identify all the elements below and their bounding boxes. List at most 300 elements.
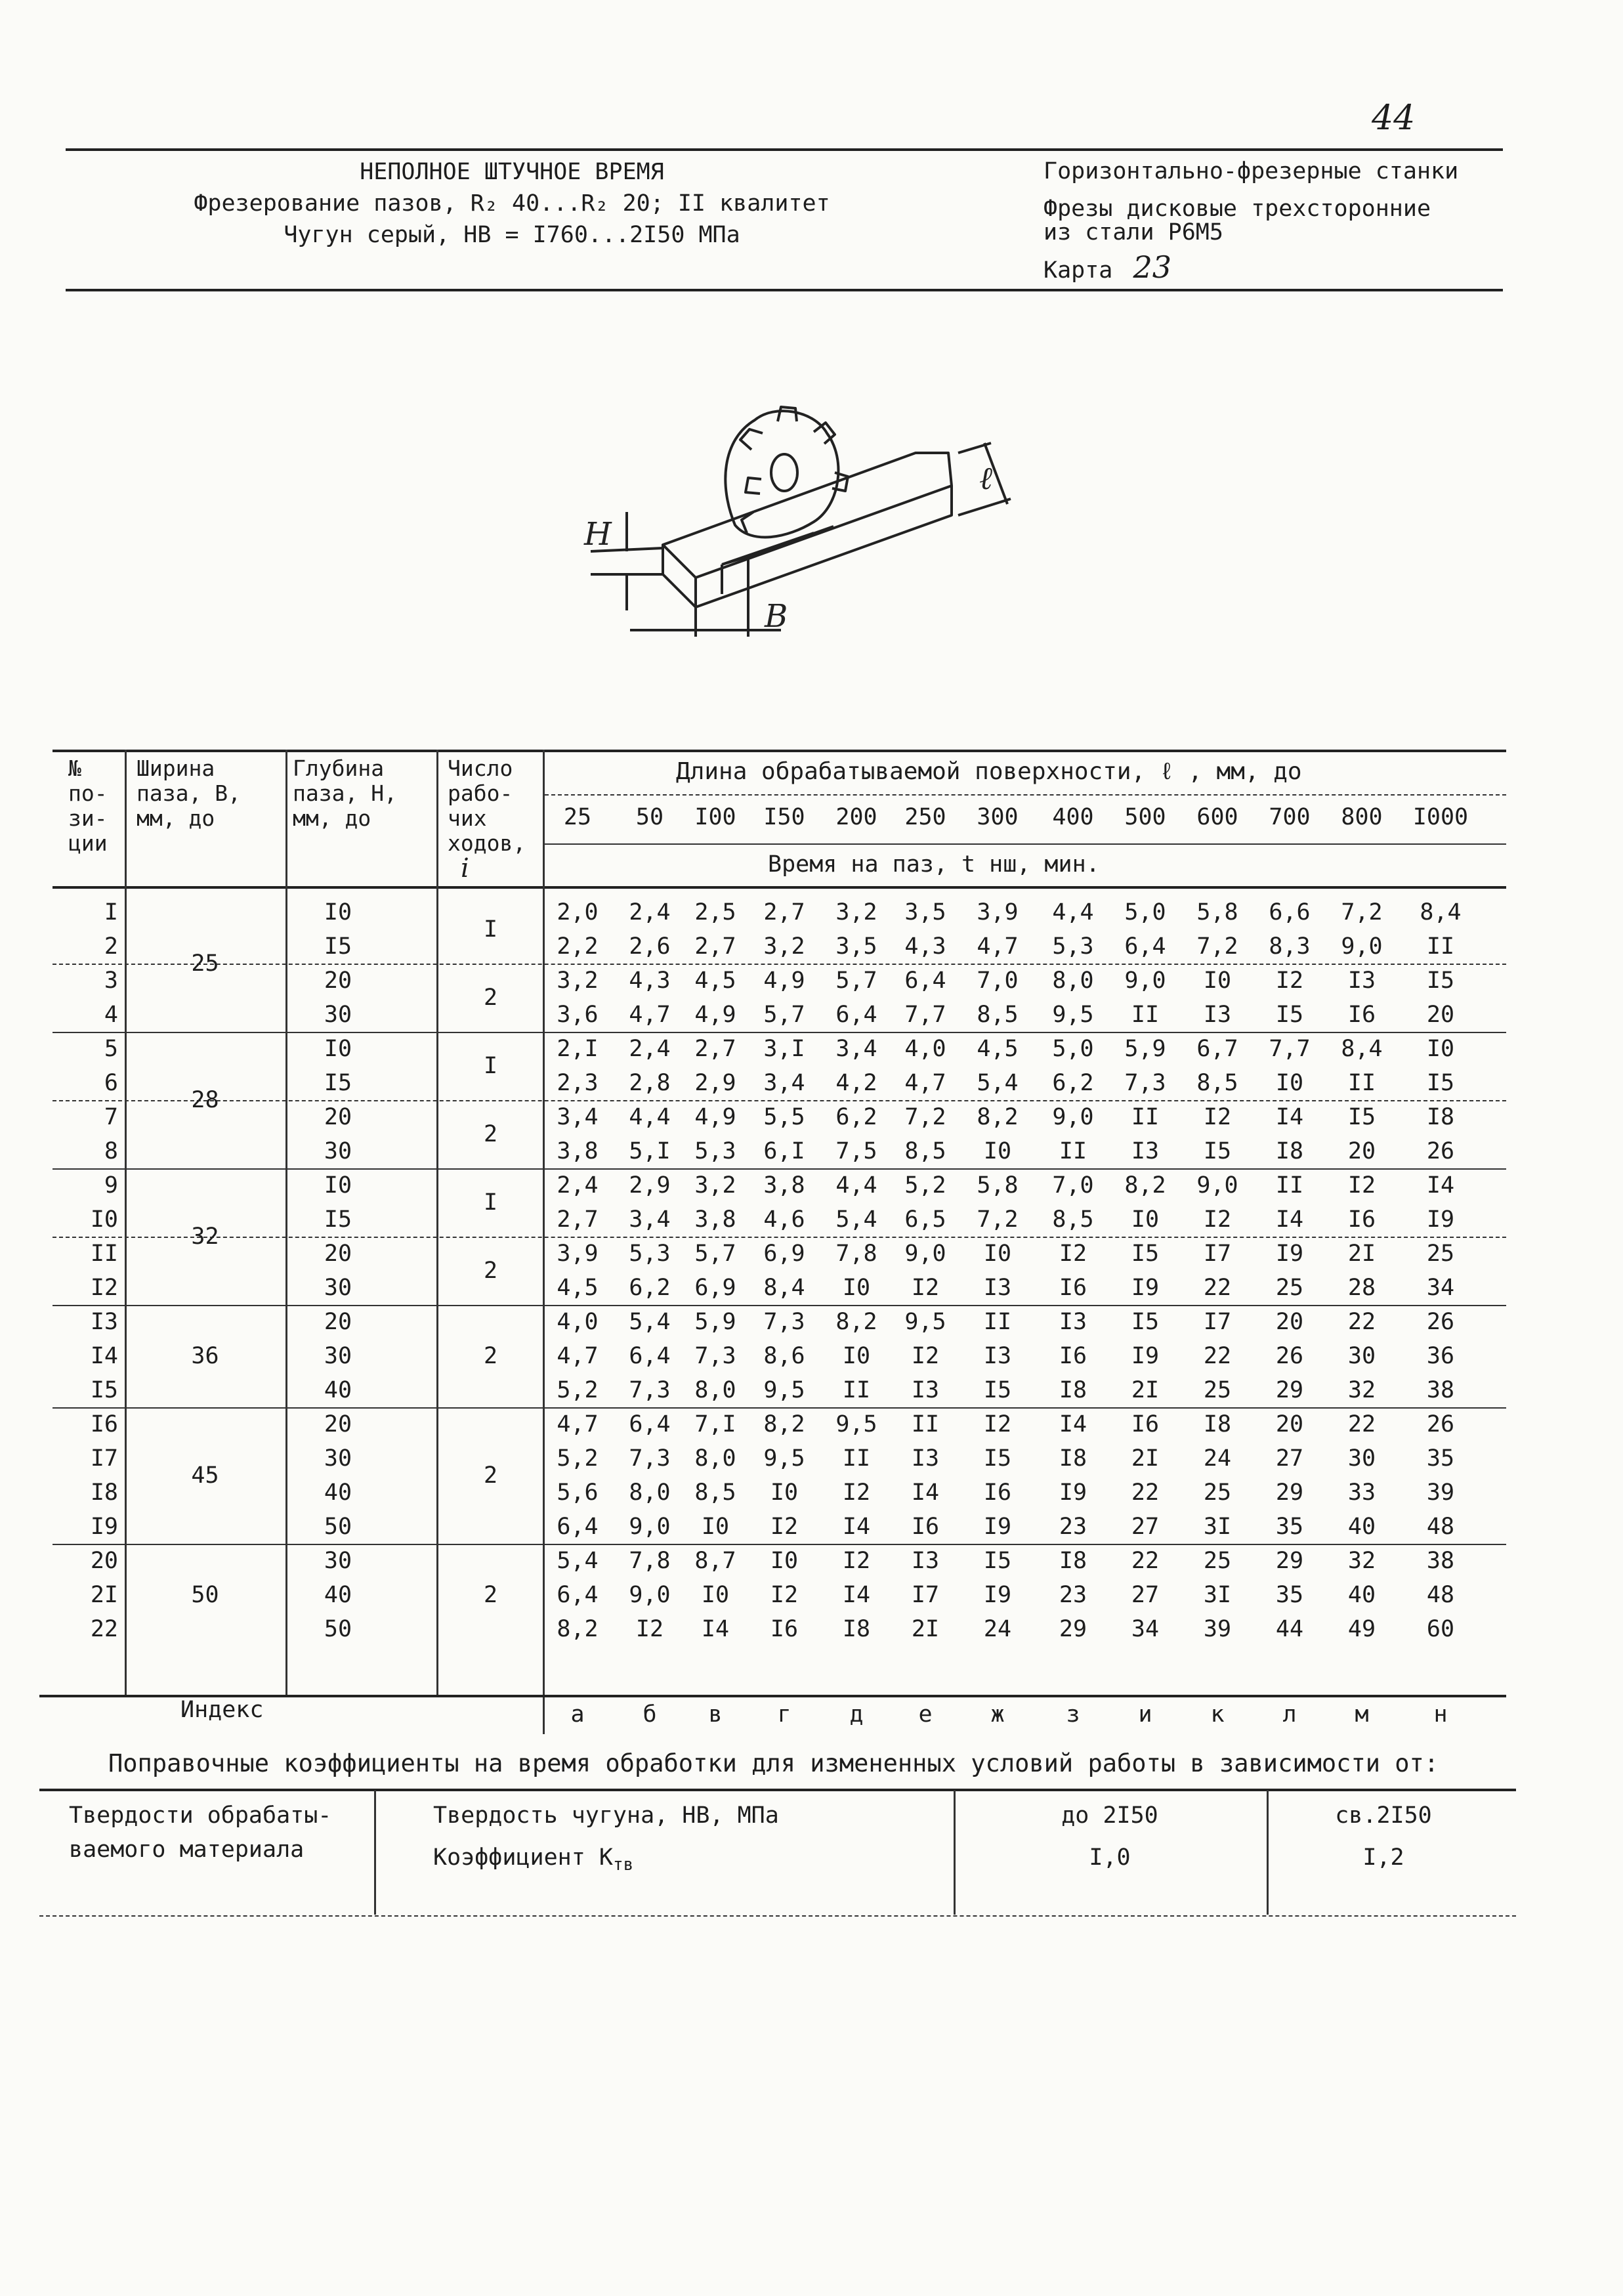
time-cell: 23: [1059, 1582, 1087, 1608]
position-cell: I: [104, 899, 118, 925]
time-cell: 6,9: [763, 1241, 805, 1267]
time-cell: I6: [1347, 1002, 1376, 1028]
time-cell: 40: [1347, 1582, 1376, 1608]
time-cell: 5,4: [557, 1548, 599, 1574]
time-cell: 7,2: [1196, 933, 1238, 960]
time-cell: 2I: [1131, 1445, 1160, 1472]
time-cell: 27: [1131, 1582, 1160, 1608]
time-cell: 8,5: [1196, 1070, 1238, 1096]
time-cell: 40: [1347, 1514, 1376, 1540]
width-group-cell: 25: [191, 950, 219, 977]
length-header: Длина обрабатываемой поверхности, ℓ , мм, до: [676, 758, 1302, 785]
time-cell: I4: [1275, 1104, 1304, 1130]
time-cell: 6,4: [629, 1343, 671, 1369]
col-width-header: Ширина паза, В, мм, до: [137, 755, 241, 831]
position-cell: I6: [90, 1411, 118, 1437]
time-cell: 6,4: [557, 1582, 599, 1608]
time-cell: 4,3: [904, 933, 946, 960]
depth-cell: I5: [324, 1070, 352, 1096]
time-cell: 5,3: [629, 1241, 671, 1267]
length-value: 700: [1269, 804, 1311, 830]
card-number: 23: [1133, 249, 1171, 285]
time-cell: 4,9: [694, 1104, 736, 1130]
time-cell: I3: [1059, 1309, 1087, 1335]
time-cell: 2,7: [694, 933, 736, 960]
time-cell: I3: [983, 1275, 1012, 1301]
time-cell: 6,5: [904, 1206, 946, 1233]
card-label: Карта: [1043, 257, 1113, 284]
time-cell: I0: [842, 1275, 871, 1301]
position-cell: I5: [90, 1377, 118, 1403]
time-cell: 2,7: [557, 1206, 599, 1233]
time-cell: II: [1347, 1070, 1376, 1096]
time-cell: II: [842, 1377, 871, 1403]
time-cell: 9,0: [904, 1241, 946, 1267]
position-cell: I9: [90, 1514, 118, 1540]
length-value: 300: [977, 804, 1019, 830]
index-letter: в: [708, 1701, 723, 1728]
time-cell: I5: [983, 1548, 1012, 1574]
index-label: Индекс: [180, 1697, 264, 1723]
time-cell: 7,7: [904, 1002, 946, 1028]
time-cell: 5,8: [977, 1172, 1019, 1199]
time-cell: I2: [1203, 1206, 1232, 1233]
col-divider-3: [436, 750, 438, 1695]
time-cell: 25: [1426, 1241, 1455, 1267]
time-cell: I3: [911, 1445, 940, 1472]
time-cell: 3,I: [763, 1036, 805, 1062]
time-cell: I4: [842, 1514, 871, 1540]
time-cell: 8,5: [977, 1002, 1019, 1028]
position-cell: 4: [104, 1002, 118, 1028]
time-cell: 8,5: [694, 1479, 736, 1506]
col-divider-4: [543, 750, 545, 1734]
time-cell: 2,9: [694, 1070, 736, 1096]
time-cell: 20: [1347, 1138, 1376, 1164]
time-cell: 24: [983, 1616, 1012, 1642]
time-cell: 8,7: [694, 1548, 736, 1574]
label-l: ℓ: [979, 460, 992, 497]
passes-group-cell: 2: [483, 1121, 498, 1147]
time-cell: 9,5: [763, 1377, 805, 1403]
time-cell: I8: [1059, 1377, 1087, 1403]
time-cell: I8: [1275, 1138, 1304, 1164]
time-cell: 4,0: [904, 1036, 946, 1062]
time-cell: 8,2: [763, 1411, 805, 1437]
width-group-cell: 50: [191, 1582, 219, 1608]
time-cell: 44: [1275, 1616, 1304, 1642]
time-cell: 9,5: [763, 1445, 805, 1472]
time-cell: I5: [1275, 1002, 1304, 1028]
time-cell: 25: [1203, 1377, 1232, 1403]
time-cell: 5,7: [694, 1241, 736, 1267]
time-cell: 38: [1426, 1548, 1455, 1574]
time-cell: 28: [1347, 1275, 1376, 1301]
time-cell: 4,6: [763, 1206, 805, 1233]
time-cell: 7,0: [1052, 1172, 1094, 1199]
time-cell: 7,7: [1269, 1036, 1311, 1062]
time-cell: 9,5: [1052, 1002, 1094, 1028]
time-cell: I6: [1131, 1411, 1160, 1437]
time-cell: II: [983, 1309, 1012, 1335]
time-cell: 8,5: [904, 1138, 946, 1164]
time-cell: 5,I: [629, 1138, 671, 1164]
position-cell: 7: [104, 1104, 118, 1130]
group-rule: [53, 1168, 1506, 1170]
position-cell: 20: [90, 1548, 118, 1574]
time-cell: 8,0: [629, 1479, 671, 1506]
depth-cell: 40: [324, 1479, 352, 1506]
time-cell: 32: [1347, 1377, 1376, 1403]
time-cell: 35: [1275, 1514, 1304, 1540]
time-cell: 27: [1275, 1445, 1304, 1472]
position-cell: I7: [90, 1445, 118, 1472]
time-cell: I5: [1347, 1104, 1376, 1130]
time-cell: 3I: [1203, 1514, 1232, 1540]
position-cell: 5: [104, 1036, 118, 1062]
time-cell: 3,4: [763, 1070, 805, 1096]
time-cell: II: [911, 1411, 940, 1437]
time-cell: 2,5: [694, 899, 736, 925]
time-cell: 8,6: [763, 1343, 805, 1369]
time-cell: 3,9: [977, 899, 1019, 925]
length-value: 50: [635, 804, 664, 830]
time-cell: 23: [1059, 1514, 1087, 1540]
time-cell: I5: [1426, 967, 1455, 994]
index-letter: н: [1433, 1701, 1448, 1728]
time-cell: 4,7: [904, 1070, 946, 1096]
time-cell: 3,4: [557, 1104, 599, 1130]
time-cell: 5,2: [557, 1445, 599, 1472]
time-cell: 7,3: [629, 1445, 671, 1472]
time-header: Время на паз, t нш, мин.: [768, 851, 1100, 878]
time-cell: 25: [1203, 1479, 1232, 1506]
time-cell: 5,7: [763, 1002, 805, 1028]
time-cell: 8,2: [835, 1309, 877, 1335]
time-cell: 3,2: [694, 1172, 736, 1199]
time-cell: 6,9: [694, 1275, 736, 1301]
time-cell: 3,2: [557, 967, 599, 994]
position-cell: 22: [90, 1616, 118, 1642]
time-cell: 3,8: [557, 1138, 599, 1164]
header-left: [92, 156, 932, 251]
passes-group-cell: 2: [483, 1582, 498, 1608]
time-cell: I9: [983, 1514, 1012, 1540]
time-cell: 3,9: [557, 1241, 599, 1267]
header-right: [1043, 158, 1458, 284]
time-cell: 4,2: [835, 1070, 877, 1096]
time-cell: 5,9: [694, 1309, 736, 1335]
table-top-rule: [53, 750, 1506, 752]
time-cell: I2: [635, 1616, 664, 1642]
time-cell: 5,3: [1052, 933, 1094, 960]
time-cell: 5,9: [1124, 1036, 1166, 1062]
time-cell: 9,5: [835, 1411, 877, 1437]
time-cell: II: [1059, 1138, 1087, 1164]
tool-line-1: Фрезы дисковые трехсторонние: [1043, 196, 1431, 222]
position-cell: 9: [104, 1172, 118, 1199]
depth-cell: 20: [324, 1309, 352, 1335]
col-depth-header: Глубина паза, Н, мм, до: [293, 755, 397, 831]
index-letter: м: [1355, 1701, 1369, 1728]
time-cell: 6,4: [835, 1002, 877, 1028]
time-cell: 26: [1275, 1343, 1304, 1369]
depth-cell: 30: [324, 1445, 352, 1472]
time-cell: 2,2: [557, 933, 599, 960]
time-cell: 8,0: [1052, 967, 1094, 994]
time-cell: 3,8: [694, 1206, 736, 1233]
correction-divider-1: [374, 1790, 376, 1915]
time-cell: 33: [1347, 1479, 1376, 1506]
time-cell: 9,0: [1052, 1104, 1094, 1130]
group-rule: [53, 1407, 1506, 1409]
time-cell: 2I: [1131, 1377, 1160, 1403]
time-cell: II: [1131, 1104, 1160, 1130]
card-line: [1043, 249, 1458, 285]
time-cell: 6,6: [1269, 899, 1311, 925]
correction-col-1: до 2I50 I,0: [1061, 1802, 1158, 1871]
time-cell: 7,3: [629, 1377, 671, 1403]
time-cell: 39: [1203, 1616, 1232, 1642]
time-cell: I5: [1203, 1138, 1232, 1164]
time-cell: I2: [842, 1479, 871, 1506]
time-cell: 2,7: [694, 1036, 736, 1062]
time-cell: 2,4: [629, 899, 671, 925]
time-cell: 2,9: [629, 1172, 671, 1199]
time-cell: II: [1131, 1002, 1160, 1028]
machine-line: Горизонтально-фрезерные станки: [1043, 158, 1459, 184]
time-cell: I4: [1275, 1206, 1304, 1233]
operation-line: Фрезерование пазов, R₂ 40...R₂ 20; II квалитет: [194, 190, 830, 217]
time-cell: 7,3: [694, 1343, 736, 1369]
time-cell: 36: [1426, 1343, 1455, 1369]
time-cell: I5: [1131, 1241, 1160, 1267]
time-cell: 38: [1426, 1377, 1455, 1403]
position-cell: 3: [104, 967, 118, 994]
time-cell: I0: [1275, 1070, 1304, 1096]
time-cell: 4,5: [694, 967, 736, 994]
time-cell: 26: [1426, 1411, 1455, 1437]
time-cell: 7,8: [629, 1548, 671, 1574]
index-letter: е: [918, 1701, 933, 1728]
time-cell: I2: [842, 1548, 871, 1574]
group-rule: [53, 1305, 1506, 1306]
time-cell: I2: [770, 1582, 799, 1608]
time-cell: 7,5: [835, 1138, 877, 1164]
label-b: B: [765, 598, 788, 635]
time-cell: I0: [770, 1548, 799, 1574]
time-cell: 8,2: [977, 1104, 1019, 1130]
index-letter: г: [777, 1701, 791, 1728]
time-cell: 2,I: [557, 1036, 599, 1062]
time-cell: II: [1275, 1172, 1304, 1199]
time-cell: 6,I: [763, 1138, 805, 1164]
time-cell: I8: [842, 1616, 871, 1642]
time-cell: 6,2: [1052, 1070, 1094, 1096]
length-value: I000: [1412, 804, 1469, 830]
position-cell: 2I: [90, 1582, 118, 1608]
time-cell: I0: [983, 1241, 1012, 1267]
time-cell: 9,5: [904, 1309, 946, 1335]
time-cell: I5: [1131, 1309, 1160, 1335]
position-cell: I0: [90, 1206, 118, 1233]
time-cell: I6: [1347, 1206, 1376, 1233]
time-cell: I6: [770, 1616, 799, 1642]
time-cell: 34: [1131, 1616, 1160, 1642]
index-letter: з: [1066, 1701, 1080, 1728]
time-cell: 6,4: [1124, 933, 1166, 960]
time-cell: 39: [1426, 1479, 1455, 1506]
time-cell: 3,2: [763, 933, 805, 960]
time-cell: 22: [1131, 1479, 1160, 1506]
time-cell: I0: [701, 1514, 730, 1540]
time-cell: 3,4: [835, 1036, 877, 1062]
coef-label: Коэффициент $К_{тв}$: [433, 1844, 634, 1875]
time-cell: 8,2: [1124, 1172, 1166, 1199]
time-cell: 6,7: [1196, 1036, 1238, 1062]
position-cell: 8: [104, 1138, 118, 1164]
depth-cell: 20: [324, 1104, 352, 1130]
time-cell: 6,4: [557, 1514, 599, 1540]
time-cell: 2,4: [557, 1172, 599, 1199]
correction-top-rule: [39, 1789, 1516, 1791]
position-cell: II: [90, 1241, 118, 1267]
time-cell: 2,8: [629, 1070, 671, 1096]
time-cell: 7,3: [763, 1309, 805, 1335]
time-cell: I4: [701, 1616, 730, 1642]
time-cell: 22: [1131, 1548, 1160, 1574]
col-position-header: № по- зи- ции: [68, 755, 108, 856]
time-cell: I9: [1131, 1275, 1160, 1301]
depth-cell: 40: [324, 1377, 352, 1403]
group-rule: [53, 1032, 1506, 1033]
time-cell: 48: [1426, 1514, 1455, 1540]
depth-cell: 30: [324, 1138, 352, 1164]
time-cell: 4,5: [557, 1275, 599, 1301]
time-cell: 32: [1347, 1548, 1376, 1574]
time-cell: I7: [1203, 1309, 1232, 1335]
time-cell: 8,3: [1269, 933, 1311, 960]
time-cell: I0: [983, 1138, 1012, 1164]
length-value: 400: [1052, 804, 1094, 830]
time-cell: I9: [1131, 1343, 1160, 1369]
time-cell: 35: [1426, 1445, 1455, 1472]
time-cell: I0: [1203, 967, 1232, 994]
group-rule: [53, 1544, 1506, 1545]
time-cell: 5,4: [977, 1070, 1019, 1096]
time-header-rule: [545, 843, 1506, 845]
time-cell: 4,7: [977, 933, 1019, 960]
time-cell: 7,2: [977, 1206, 1019, 1233]
header-bottom-table-rule: [53, 886, 1506, 889]
length-value: 200: [835, 804, 877, 830]
length-value: 250: [904, 804, 946, 830]
length-header-rule: [545, 794, 1506, 796]
time-cell: 22: [1347, 1309, 1376, 1335]
hardness-label: Твердость чугуна, НВ, МПа: [433, 1802, 779, 1829]
time-cell: 25: [1203, 1548, 1232, 1574]
time-cell: I8: [1059, 1548, 1087, 1574]
correction-col-2: св.2I50 I,2: [1335, 1802, 1432, 1871]
passes-group-cell: I: [483, 916, 498, 943]
time-cell: 7,I: [694, 1411, 736, 1437]
time-cell: I4: [1059, 1411, 1087, 1437]
depth-cell: I5: [324, 933, 352, 960]
time-cell: 6,2: [835, 1104, 877, 1130]
time-cell: I3: [911, 1377, 940, 1403]
time-cell: I8: [1426, 1104, 1455, 1130]
time-cell: 9,0: [1341, 933, 1383, 960]
time-cell: I5: [1426, 1070, 1455, 1096]
time-cell: 5,0: [1052, 1036, 1094, 1062]
depth-cell: I0: [324, 899, 352, 925]
time-cell: 4,3: [629, 967, 671, 994]
depth-cell: I0: [324, 1036, 352, 1062]
time-cell: I3: [1131, 1138, 1160, 1164]
position-cell: I2: [90, 1275, 118, 1301]
time-cell: 5,8: [1196, 899, 1238, 925]
label-h: H: [584, 516, 612, 553]
time-cell: I2: [911, 1275, 940, 1301]
depth-cell: 40: [324, 1582, 352, 1608]
time-cell: I4: [911, 1479, 940, 1506]
col-divider-1: [125, 750, 127, 1695]
time-cell: 2,3: [557, 1070, 599, 1096]
time-cell: I6: [1059, 1275, 1087, 1301]
time-cell: 6,4: [904, 967, 946, 994]
time-cell: 4,4: [629, 1104, 671, 1130]
time-cell: I3: [911, 1548, 940, 1574]
milling-diagram: [564, 348, 1037, 656]
time-cell: 4,4: [1052, 899, 1094, 925]
passes-group-cell: 2: [483, 1462, 498, 1489]
col-passes-header: Число рабо- чих ходов, i: [448, 755, 526, 883]
length-value: 800: [1341, 804, 1383, 830]
time-cell: I9: [1426, 1206, 1455, 1233]
col-divider-2: [285, 750, 287, 1695]
time-cell: 5,7: [835, 967, 877, 994]
time-cell: 7,8: [835, 1241, 877, 1267]
time-cell: 20: [1275, 1411, 1304, 1437]
time-cell: 30: [1347, 1445, 1376, 1472]
page-number: 44: [1372, 98, 1416, 138]
time-cell: 5,5: [763, 1104, 805, 1130]
position-cell: 6: [104, 1070, 118, 1096]
time-cell: I5: [983, 1377, 1012, 1403]
time-cell: 29: [1275, 1479, 1304, 1506]
time-cell: 26: [1426, 1309, 1455, 1335]
time-cell: 2I: [911, 1616, 940, 1642]
time-cell: II: [1426, 933, 1455, 960]
time-cell: I2: [1347, 1172, 1376, 1199]
width-group-cell: 45: [191, 1462, 219, 1489]
depth-cell: 30: [324, 1548, 352, 1574]
time-cell: 8,5: [1052, 1206, 1094, 1233]
time-cell: II: [842, 1445, 871, 1472]
time-cell: 7,0: [977, 967, 1019, 994]
time-cell: 4,7: [557, 1411, 599, 1437]
time-cell: I3: [983, 1343, 1012, 1369]
time-cell: I4: [842, 1582, 871, 1608]
time-cell: 27: [1131, 1514, 1160, 1540]
time-cell: 30: [1347, 1343, 1376, 1369]
passes-group-cell: 2: [483, 1343, 498, 1369]
correction-factor-cell: Твердости обрабаты- ваемого материала: [69, 1802, 332, 1863]
correction-bottom-rule: [39, 1915, 1516, 1917]
position-cell: I4: [90, 1343, 118, 1369]
doc-title: НЕПОЛНОЕ ШТУЧНОЕ ВРЕМЯ: [360, 159, 664, 185]
time-cell: I9: [1275, 1241, 1304, 1267]
